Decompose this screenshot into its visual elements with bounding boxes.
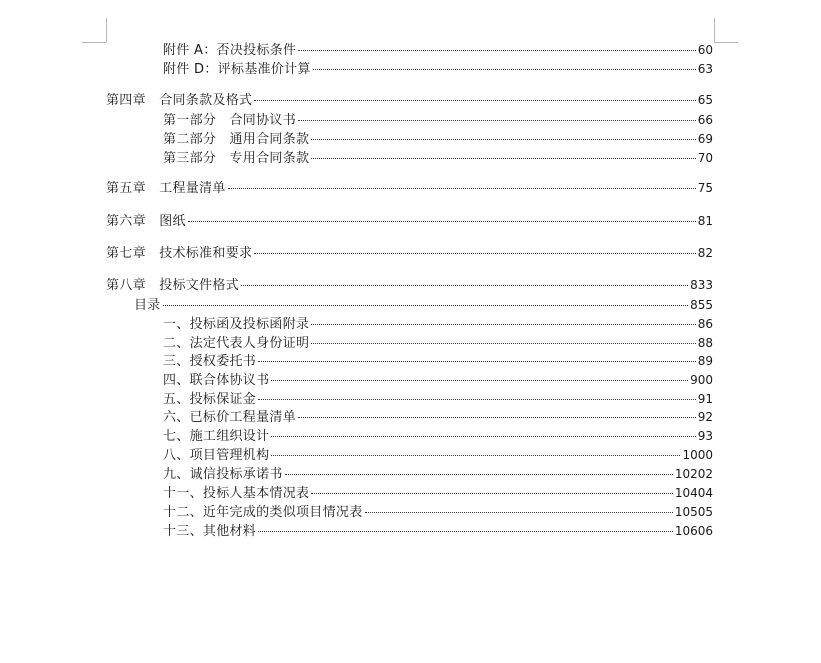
toc-entry-page: 833 bbox=[690, 278, 713, 292]
toc-dot-leader bbox=[311, 343, 695, 344]
crop-mark-top-left bbox=[82, 42, 106, 43]
toc-entry[interactable] bbox=[163, 60, 713, 79]
toc-entry[interactable] bbox=[163, 446, 713, 465]
toc-entry[interactable] bbox=[163, 484, 713, 503]
toc-dot-leader bbox=[365, 512, 673, 513]
toc-entry[interactable] bbox=[163, 522, 713, 541]
toc-entry-page: 69 bbox=[697, 132, 713, 146]
toc-entry-title: 第八章 投标文件格式 bbox=[106, 278, 240, 293]
toc-entry[interactable] bbox=[163, 427, 713, 446]
toc-entry-page: 92 bbox=[697, 410, 713, 424]
toc-dot-leader bbox=[254, 253, 695, 254]
toc-entry-title: 三、授权委托书 bbox=[163, 354, 257, 369]
toc-entry-title: 第七章 技术标准和要求 bbox=[106, 246, 253, 261]
toc-entry[interactable] bbox=[163, 352, 713, 371]
toc-entry-page: 88 bbox=[697, 336, 713, 350]
toc-dot-leader bbox=[298, 120, 696, 121]
toc-entry[interactable] bbox=[163, 390, 713, 409]
toc-entry-title: 四、联合体协议书 bbox=[163, 373, 270, 388]
toc-dot-leader bbox=[258, 531, 673, 532]
toc-entry-page: 10606 bbox=[674, 524, 713, 538]
toc-entry-page: 60 bbox=[697, 43, 713, 57]
toc-entry[interactable] bbox=[163, 315, 713, 334]
toc-dot-leader bbox=[311, 158, 695, 159]
toc-dot-leader bbox=[188, 221, 696, 222]
toc-entry-title: 七、施工组织设计 bbox=[163, 429, 270, 444]
toc-entry[interactable] bbox=[163, 371, 713, 390]
toc-dot-leader bbox=[228, 188, 696, 189]
crop-mark-top-left bbox=[106, 18, 107, 42]
toc-dot-leader bbox=[298, 50, 695, 51]
toc-entry-title: 十三、其他材料 bbox=[163, 524, 257, 539]
toc-entry-title: 十二、近年完成的类似项目情况表 bbox=[163, 505, 363, 520]
crop-mark-top-right bbox=[714, 18, 715, 42]
toc-entry-page: 82 bbox=[697, 246, 713, 260]
toc-dot-leader bbox=[285, 474, 673, 475]
toc-entry[interactable] bbox=[163, 503, 713, 522]
toc-dot-leader bbox=[313, 69, 696, 70]
toc-entry-title: 第五章 工程量清单 bbox=[106, 181, 226, 196]
toc-entry-page: 89 bbox=[697, 354, 713, 368]
toc-entry-title: 附件 D：评标基准价计算 bbox=[163, 62, 311, 77]
toc-entry-title: 第三部分 专用合同条款 bbox=[163, 151, 310, 166]
toc-entry-page: 900 bbox=[690, 373, 713, 387]
toc-entry[interactable] bbox=[106, 212, 713, 231]
toc-entry-page: 10505 bbox=[674, 505, 713, 519]
toc-entry-title: 附件 A：否决投标条件 bbox=[163, 43, 297, 58]
toc-entry-page: 66 bbox=[697, 113, 713, 127]
toc-entry-page: 93 bbox=[697, 429, 713, 443]
toc-dot-leader bbox=[271, 455, 680, 456]
toc-entry-title: 八、项目管理机构 bbox=[163, 448, 270, 463]
toc-entry[interactable] bbox=[106, 91, 713, 110]
toc-entry[interactable] bbox=[163, 465, 713, 484]
toc-entry-title: 目录 bbox=[134, 298, 161, 313]
toc-dot-leader bbox=[271, 380, 688, 381]
toc-entry-title: 五、投标保证金 bbox=[163, 392, 257, 407]
toc-dot-leader bbox=[271, 436, 695, 437]
toc-entry[interactable] bbox=[163, 111, 713, 130]
toc-entry[interactable] bbox=[106, 179, 713, 198]
toc-dot-leader bbox=[254, 100, 695, 101]
toc-entry-title: 六、已标价工程量清单 bbox=[163, 410, 297, 425]
toc-dot-leader bbox=[311, 493, 673, 494]
toc-entry-page: 63 bbox=[697, 62, 713, 76]
toc-entry-page: 81 bbox=[697, 214, 713, 228]
toc-entry[interactable] bbox=[134, 296, 713, 315]
toc-dot-leader bbox=[241, 285, 688, 286]
toc-entry[interactable] bbox=[163, 130, 713, 149]
toc-entry-page: 855 bbox=[690, 298, 713, 312]
toc-dot-leader bbox=[258, 361, 696, 362]
toc-entry-title: 一、投标函及投标函附录 bbox=[163, 317, 310, 332]
toc-dot-leader bbox=[311, 139, 695, 140]
toc-entry[interactable] bbox=[106, 276, 713, 295]
toc-entry-title: 第二部分 通用合同条款 bbox=[163, 132, 310, 147]
toc-entry[interactable] bbox=[163, 149, 713, 168]
toc-entry-page: 91 bbox=[697, 392, 713, 406]
toc-dot-leader bbox=[258, 399, 696, 400]
toc-entry-page: 70 bbox=[697, 151, 713, 165]
toc-entry-title: 二、法定代表人身份证明 bbox=[163, 336, 310, 351]
toc-entry-page: 1000 bbox=[682, 448, 713, 462]
toc-entry-page: 10404 bbox=[674, 486, 713, 500]
toc-dot-leader bbox=[163, 305, 688, 306]
toc-dot-leader bbox=[298, 417, 696, 418]
toc-entry-page: 65 bbox=[697, 93, 713, 107]
crop-mark-top-right bbox=[714, 42, 738, 43]
toc-entry[interactable] bbox=[106, 244, 713, 263]
toc-entry-page: 75 bbox=[697, 181, 713, 195]
toc-entry-page: 86 bbox=[697, 317, 713, 331]
toc-entry[interactable] bbox=[163, 41, 713, 60]
toc-entry-page: 10202 bbox=[674, 467, 713, 481]
toc-entry-title: 九、诚信投标承诺书 bbox=[163, 467, 283, 482]
toc-entry-title: 第六章 图纸 bbox=[106, 214, 186, 229]
toc-dot-leader bbox=[311, 324, 695, 325]
toc-entry[interactable] bbox=[163, 408, 713, 427]
toc-entry[interactable] bbox=[163, 334, 713, 353]
toc-entry-title: 十一、投标人基本情况表 bbox=[163, 486, 310, 501]
toc-entry-title: 第四章 合同条款及格式 bbox=[106, 93, 253, 108]
toc-entry-title: 第一部分 合同协议书 bbox=[163, 113, 297, 128]
